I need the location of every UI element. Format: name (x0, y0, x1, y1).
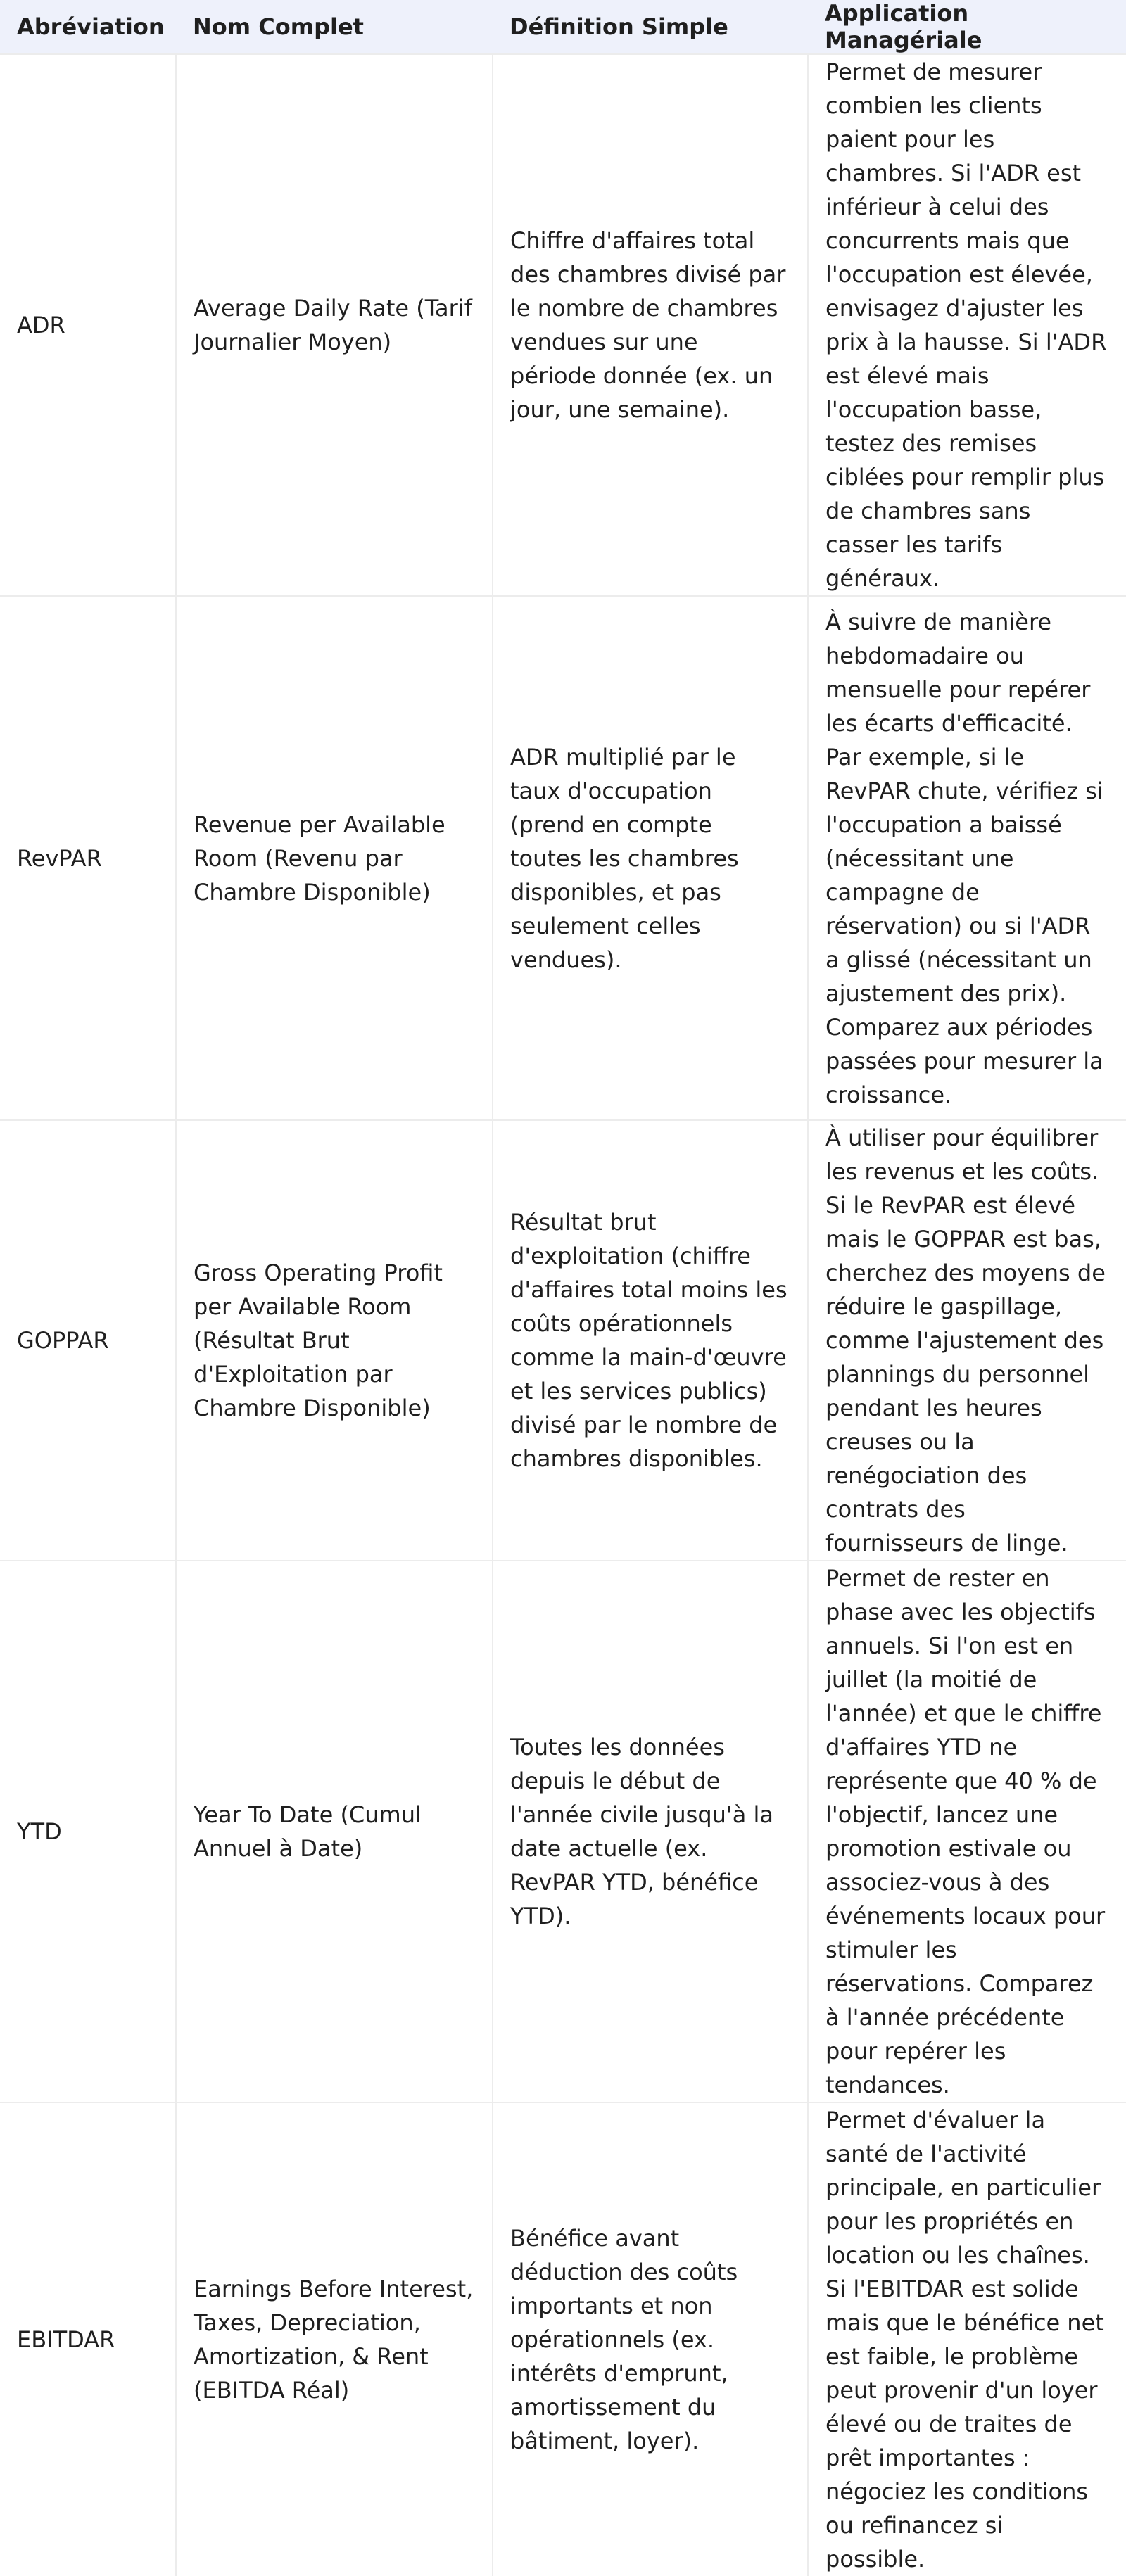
header-simple-definition: Définition Simple (510, 13, 728, 40)
cell-application (808, 1120, 1126, 1561)
header-row (0, 0, 1126, 54)
cell-abbreviation (0, 1120, 176, 1561)
definition-text: ADR multiplié par le taux d'occupation (prend en compte toutes les chambres disponibles, et pas seulement celles vendues). (510, 743, 739, 973)
definition-text: Bénéfice avant déduction des coûts importants et non opérationnels (ex. intérêts d'emprunt, amortissement du bâtiment, loyer). (510, 2225, 738, 2454)
cell-full-name (176, 596, 493, 1120)
application-text: À suivre de manière hebdomadaire ou mensuelle pour repérer les écarts d'efficacité. Par exemple, si le RevPAR chute, vérifiez si l'occupation a baissé (nécessitant une campagne de réservation) ou si l'ADR a glissé (nécessitant un ajustement des prix). Comparez aux périodes passées pour mesurer la croissance. (825, 608, 1103, 1108)
cell-abbreviation (0, 596, 176, 1120)
abbreviation-text: RevPAR (17, 844, 102, 872)
cell-definition (493, 54, 808, 596)
application-text: Permet d'évaluer la santé de l'activité principale, en particulier pour les propriétés en location ou les chaînes. Si l'EBITDAR est solide mais que le bénéfice net est faible, le problème peut provenir d'un loyer élevé ou de traites de prêt importantes : négociez les conditions ou refinancez si possible. (825, 2107, 1104, 2572)
cell-definition (493, 1120, 808, 1561)
cell-full-name (176, 1120, 493, 1561)
full-name-text: Average Daily Rate (Tarif Journalier Moyen) (194, 295, 472, 355)
cell-application (808, 54, 1126, 596)
abbreviation-text: YTD (17, 1818, 62, 1845)
table-row (0, 596, 1126, 1120)
cell-abbreviation (0, 54, 176, 596)
application-text: Permet de mesurer combien les clients paient pour les chambres. Si l'ADR est inférieur à celui des concurrents mais que l'occupation est élevée, envisagez d'ajuster les prix à la hausse. Si l'ADR est élevé mais l'occupation basse, testez des remises ciblées pour remplir plus de chambres sans casser les tarifs généraux. (825, 58, 1107, 592)
cell-application (808, 2102, 1126, 2576)
cell-full-name (176, 54, 493, 596)
full-name-text: Year To Date (Cumul Annuel à Date) (194, 1801, 422, 1862)
full-name-text: Gross Operating Profit per Available Room (Résultat Brut d'Exploitation par Chambre Disponible) (194, 1260, 443, 1421)
table-header (0, 0, 1126, 54)
cell-application (808, 1561, 1126, 2102)
table-body (0, 54, 1126, 2576)
table-row (0, 1120, 1126, 1561)
cell-definition (493, 2102, 808, 2576)
application-text: Permet de rester en phase avec les objectifs annuels. Si l'on est en juillet (la moitié de l'année) et que le chiffre d'affaires YTD ne représente que 40 % de l'objectif, lancez une promotion estivale ou associez-vous à des événements locaux pour stimuler les réservations. Comparez à l'année précédente pour repérer les tendances. (825, 1565, 1106, 2098)
abbreviation-text: ADR (17, 312, 65, 338)
full-name-text: Revenue per Available Room (Revenu par Chambre Disponible) (194, 811, 445, 906)
table-row (0, 2102, 1126, 2576)
full-name-text: Earnings Before Interest, Taxes, Depreciation, Amortization, & Rent (EBITDA Réal) (194, 2276, 474, 2404)
header-abbreviation: Abréviation (17, 13, 165, 40)
header-full-name: Nom Complet (193, 13, 364, 40)
cell-application (808, 596, 1126, 1120)
header-managerial-application: Application Managériale (825, 0, 982, 53)
abbreviation-text: GOPPAR (17, 1327, 109, 1354)
abbreviation-text: EBITDAR (17, 2326, 115, 2353)
table-row (0, 54, 1126, 596)
cell-abbreviation (0, 1561, 176, 2102)
cell-full-name (176, 2102, 493, 2576)
application-text: À utiliser pour équilibrer les revenus et les coûts. Si le RevPAR est élevé mais le GOPPAR est bas, cherchez des moyens de réduire le gaspillage, comme l'ajustement des plannings du personnel pendant les heures creuses ou la renégociation des contrats des fournisseurs de linge. (825, 1124, 1106, 1556)
cell-full-name (176, 1561, 493, 2102)
table-row (0, 1561, 1126, 2102)
definition-text: Chiffre d'affaires total des chambres divisé par le nombre de chambres vendues sur une période donnée (ex. un jour, une semaine). (510, 227, 786, 423)
cell-definition (493, 596, 808, 1120)
cell-definition (493, 1561, 808, 2102)
definition-text: Toutes les données depuis le début de l'année civile jusqu'à la date actuelle (ex. RevPAR YTD, bénéfice YTD). (510, 1734, 773, 1929)
cell-abbreviation (0, 2102, 176, 2576)
definition-text: Résultat brut d'exploitation (chiffre d'affaires total moins les coûts opérationnels comme la main-d'œuvre et les services publics) divisé par le nombre de chambres disponibles. (510, 1209, 787, 1472)
